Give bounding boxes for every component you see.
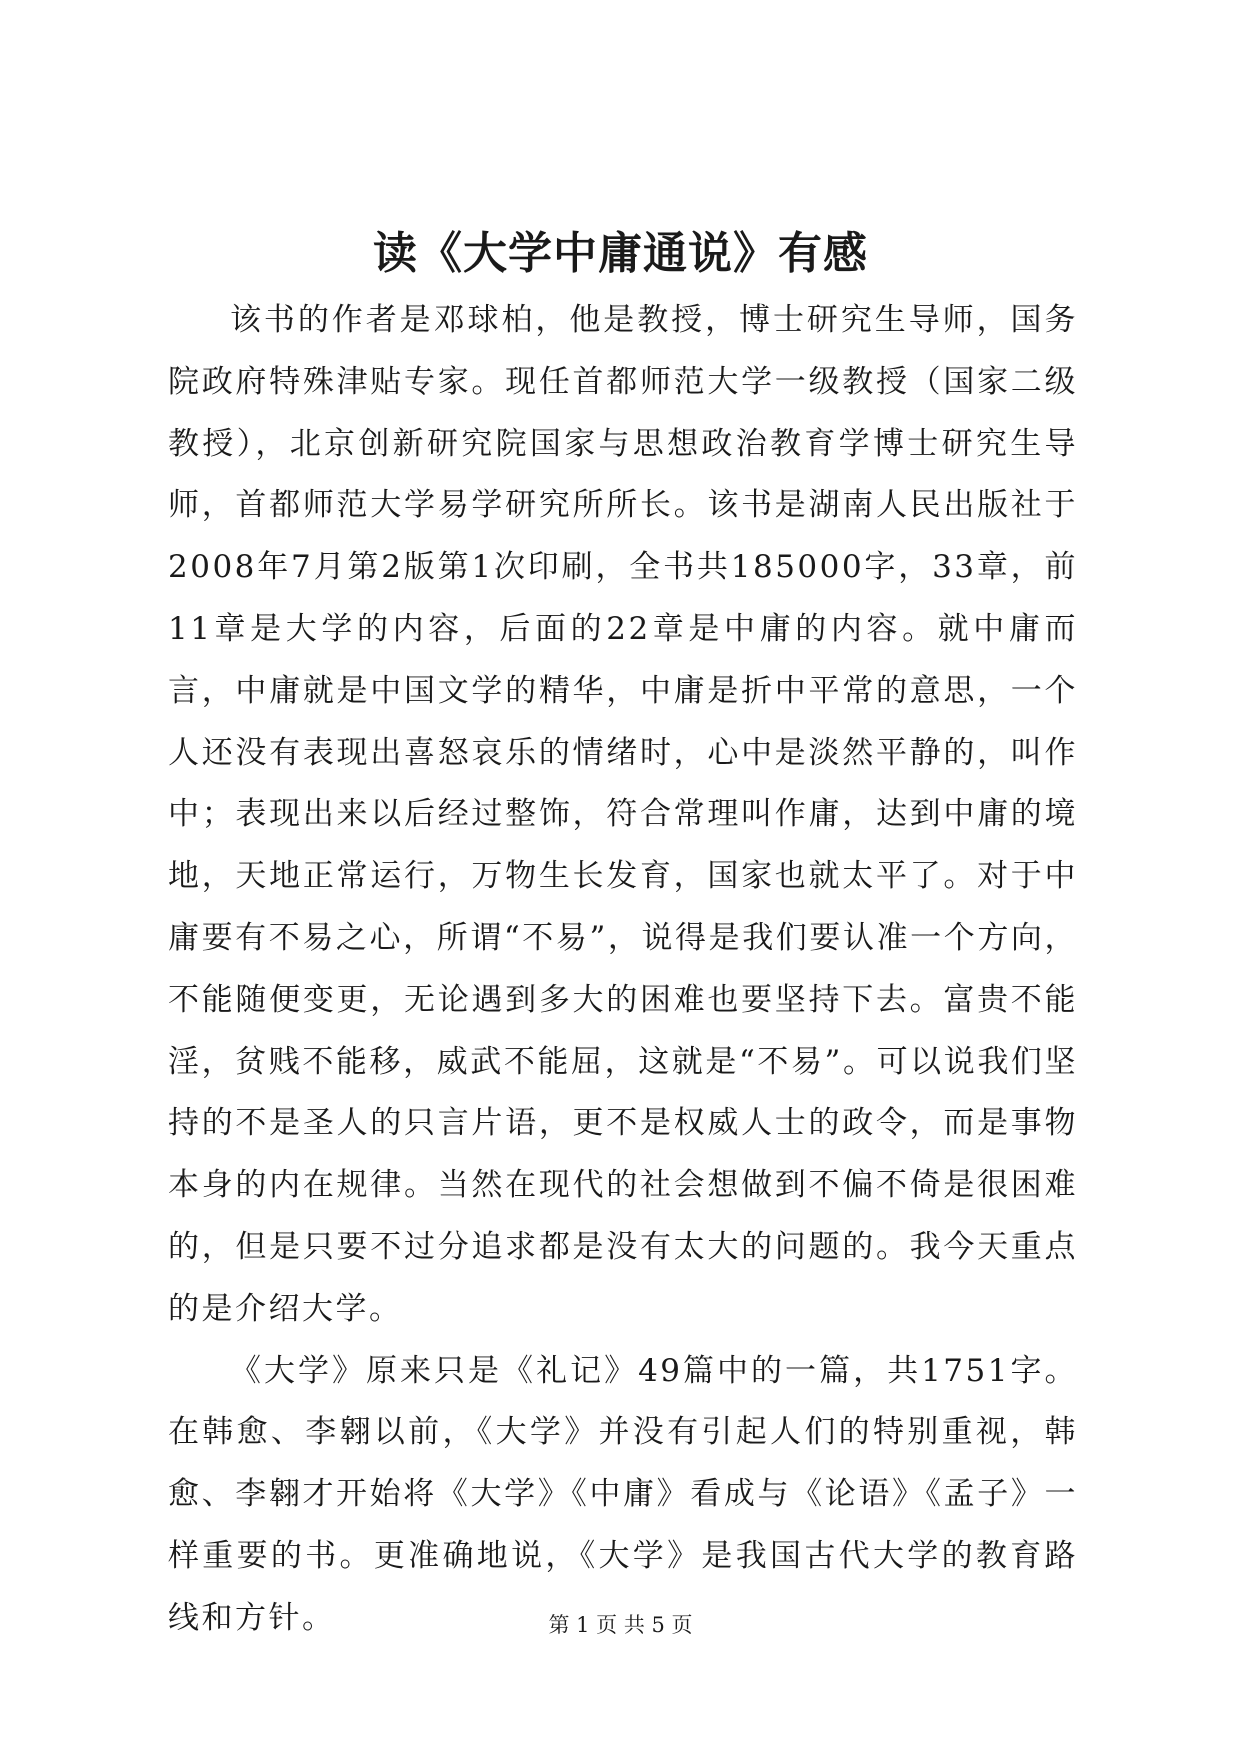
paragraph-1: 该书的作者是邓球柏，他是教授，博士研究生导师，国务院政府特殊津贴专家。现任首都师范大学一级教授（国家二级教授），北京创新研究院国家与思想政治教育学博士研究生导师，首都师范大学易学研究所所长。该书是湖南人民出版社于2008年7月第2版第1次印刷，全书共185000字，33章，前11章是大学的内容，后面的22章是中庸的内容。就中庸而言，中庸就是中国文学的精华，中庸是折中平常的意思，一个人还没有表现出喜怒哀乐的情绪时，心中是淡然平静的，叫作中；表现出来以后经过整饰，符合常理叫作庸，达到中庸的境地，天地正常运行，万物生长发育，国家也就太平了。对于中庸要有不易之心，所谓“不易”，说得是我们要认准一个方向，不能随便变更，无论遇到多大的困难也要坚持下去。富贵不能淫，贫贱不能移，威武不能屈，这就是“不易”。可以说我们坚持的不是圣人的只言片语，更不是权威人士的政令，而是事物本身的内在规律。当然在现代的社会想做到不偏不倚是很困难的，但是只要不过分追求都是没有太大的问题的。我今天重点的是介绍大学。 xyxy=(168,302,1078,1327)
document-title: 读《大学中庸通说》有感 xyxy=(373,228,868,279)
page-number-footer: 第 1 页 共 5 页 xyxy=(548,1613,693,1637)
paragraph-2: 《大学》原来只是《礼记》49篇中的一篇，共1751字。在韩愈、李翱以前，《大学》并没有引起人们的特别重视，韩愈、李翱才开始将《大学》《中庸》看成与《论语》《孟子》一样重要的书。更准确地说，《大学》是我国古代大学的教育路线和方针。 xyxy=(168,1352,1078,1636)
document-body xyxy=(168,290,1078,1650)
